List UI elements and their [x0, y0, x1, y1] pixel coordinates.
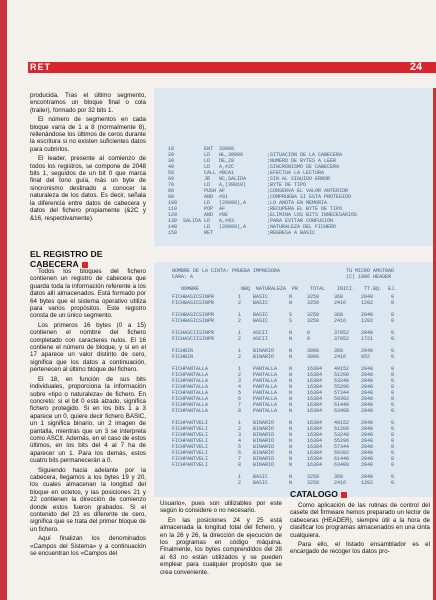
- catalog-header-line: NOMBRE NBQ NATURALEZA PR TOTAL INICI. TT.BQ. EJ.: [172, 286, 398, 292]
- catalogo-heading: [290, 489, 430, 499]
- catalog-row: FICHPANTALLA 7 PANTALLA N 16384 61440 2048 0: [172, 402, 395, 408]
- catalog-row: FICHBASICSINPR 2 BASIC N 3250 2416 1202 0: [172, 300, 395, 306]
- section-heading: [30, 249, 150, 269]
- catalog-header-line: NOMBRE DE LA CINTA: PRUEBA IMPRESORA TU MICRO AMSTRAD: [172, 268, 395, 274]
- catalog-row: FICHPANTALLA 3 PANTALLA N 16384 53248 2048 0: [172, 378, 395, 384]
- assembler-listing: [154, 88, 436, 246]
- catalog-row: FICHBASICSINPR 1 BASIC N 3250 368 2048 0: [172, 294, 395, 300]
- catalog-row: FICHPANTALLA 8 PANTALLA N 16384 63488 2048 0: [172, 408, 395, 414]
- catalog-row: FICHPANTVELI 5 BINARIO N 16384 57344 2048 0: [172, 444, 395, 450]
- right-bottom-column: [290, 502, 430, 556]
- listing-line: 30 LD DE,28 ;NUMERO DE BYTES A LEER: [168, 158, 337, 164]
- catalogo-heading-text: CATALOGO: [290, 489, 338, 499]
- listing-line: 90 AND #01 ;COMPRUEBA SI ESTA PROTEGIDO: [168, 194, 352, 200]
- page-number: 24: [396, 62, 436, 73]
- catalog-row: FICHPANTALLA 5 PANTALLA N 16384 57344 2048 0: [172, 390, 395, 396]
- listing-line: 130 SALIDA LD A,#03 ;PARA EVITAR CONFUSION: [168, 218, 334, 224]
- catalog-row: FICHBASICSINPR 1 BASIC S 3250 368 2048 0: [172, 312, 395, 318]
- listing-line: 140 LD (29999),A ;NATURALEZA DEL FICHERO: [168, 224, 337, 230]
- catalog-row: FICHPANTALLA 1 PANTALLA N 16384 49152 2048 0: [172, 366, 395, 372]
- listing-line: 150 RET ;REGRESA A BASIC: [168, 230, 316, 236]
- paragraph: Aquí finalizan los denominados «Campos del Sistema» y a continuación se encuentran los «Campos del: [30, 535, 146, 558]
- catalog-row: FICHBASICSINPR 2 BASIC S 3250 2416 1202 0: [172, 318, 395, 324]
- magazine-logo: RET: [30, 62, 51, 72]
- listing-line: 40 LD A,#2C ;SINCRONISMO DE CABECERA: [168, 164, 340, 170]
- paragraph: Como aplicación de las rutinas de control del casete del firmware hemos preparado un lector de cabeceras (HEADER), siempre útil a la hora de clasificar los programas almacenados en una cinta cualquiera.: [290, 502, 430, 539]
- red-square-icon: [341, 492, 347, 498]
- listing-lines: [168, 146, 357, 236]
- catalog-row: 2 BASIC N 3250 2416 1202 0: [172, 480, 395, 486]
- paragraph: El leader, presente al comienzo de todos los registros, se compone de 2048 bits 1, seguidos de un bit 0 que marca final del tono guía, más un byte de sincronismo destinado a conocer la naturaleza de los datos. Es decir, señala la diferencia entre datos de cabecera y datos del fichero propiamente (&2C y &16, respectivamente).: [30, 155, 146, 222]
- paragraph: Los primeros 16 bytes (0 a 15) contienen el nombre del fichero completado con caracteres nulos. El 16 contiene el número de bloque, y si en el 17 aparece un valor distinto de cero, significa que los datos a continuación, pertenecen al último bloque del fichero.: [30, 321, 146, 374]
- listing-line: 50 CALL #BCA1 ;EFECTUA LA LECTURA: [168, 170, 325, 176]
- catalog-row: FICHPANTVELI 2 BINARIO N 16384 51200 2048 0: [172, 426, 395, 432]
- paragraph: Usuario», pues son utilizables por este según lo considere o no necesario.: [160, 500, 282, 515]
- paragraph: Siguiendo hacia adelante por la cabecera, llegamos a los bytes 19 y 20, los cuales almacenan la longitud del bloque en octetos, y las posiciones 21 y 22 contienen la dirección de comienzo donde estos fueron grabados. Si el contenido del 23 es diferente de cero, significa que se trata del primer bloque de un fichero.: [30, 466, 146, 533]
- paragraph: El 18, en función de sus bits individuales, proporciona la información sobre «tipo o naturaleza» de fichero. En concreto: si el bit 0 está alzado, significa fichero protegido. Si en los bits 1 a 3 aparece un 0, quiere decir fichero BASIC, un 1 significa binario, un 2 imagen de pantalla, mientras que un 3 se interpreta como ASCII. Además, en el caso de estos últimos, en los bits del 4 al 7 ha de aparecer un 1. Para los demás, estos cuatro bits permanecerán a 0.: [30, 375, 146, 465]
- catalog-header-line: CARA: A (C) 1986 HEADER: [172, 274, 392, 280]
- listing-line: 100 LD (29998),A ;LO ANOTA EN MEMORIA: [168, 200, 328, 206]
- catalog-row: FICHPANTVELI 1 BINARIO N 16384 49152 2048 0: [172, 420, 395, 426]
- catalog-row: FICHPANTALLA 6 PANTALLA N 16384 59392 2048 0: [172, 396, 395, 402]
- left-column-top: [30, 92, 146, 224]
- catalog-row: FICHPANTVELI 8 BINARIO N 16384 63488 2048 0: [172, 462, 395, 468]
- paragraph: El número de segmentos en cada bloque varía de 1 a 8 (normalmente 8), rellenándose los últimos de ceros durante la escritura si no existen suficientes datos para cubrirlos.: [30, 116, 146, 153]
- listing-line: 70 LD A,(30018) ;BYTE DE TIPO: [168, 182, 307, 188]
- section-heading-text: EL REGISTRO DE CABECERA: [30, 249, 103, 269]
- catalog-row: FICHPANTALLA 4 PANTALLA N 16384 55296 2048 0: [172, 384, 395, 390]
- listing-line: 60 JR NC,SALIDA ;SIN AL SIGUIDO ERROR: [168, 176, 331, 182]
- catalog-row: FICHPANTVELI 6 BINARIO N 16384 59392 2048 0: [172, 450, 395, 456]
- paragraph: En las posiciones 24 y 25 está almacenada la longitud total del fichero, y en la 26 y 26, la dirección de ejecución de los programas en código máquina. Finalmente, los bytes comprendidos del 28 al 63 no están utilizados y se pueden emplear para cualquier propósito que se crea conveniente.: [160, 516, 282, 576]
- middle-bottom-column: [160, 500, 282, 576]
- listing-line: 80 PUSH AF ;CONSERVA EL VALOR ANTERIOR: [168, 188, 349, 194]
- catalog-row: FICHASCIISINPR 2 ASCII N 0 37952 1721 0: [172, 336, 395, 342]
- catalog-row: FICHBIN 2 BINARIO N 3000 2416 952 0: [172, 354, 395, 360]
- header-bar: [28, 62, 436, 73]
- catalog-row: 1 BASIC N 3250 368 2048 0: [172, 474, 395, 480]
- listing-line: 120 AND #0E ;ELIMINA LOS BITS INNECESARIOS: [168, 212, 358, 218]
- catalog-row: FICHPANTVELI 4 BINARIO N 16384 55296 2048 0: [172, 438, 395, 444]
- left-column-bottom: [30, 268, 146, 559]
- catalog-header: [172, 268, 397, 292]
- catalog-rows: [172, 294, 394, 486]
- catalog-row: FICHASCIISINPR 1 ASCII N 0 37952 2048 0: [172, 330, 395, 336]
- paragraph: producida. Tras el último segmento, encontramos un bloque final o cola (trailer), formado por 32 bits 1.: [30, 92, 146, 114]
- paragraph: Todos los bloques del fichero contienen un registro de cabecera que guarda toda la información referente a los datos allí almacenados. Está formado por 64 bytes que el sistema operativo utiliza para varios propósitos. Este registro consta de un único segmento.: [30, 268, 146, 320]
- catalog-row: FICHPANTALLA 2 PANTALLA N 16384 51200 2048 0: [172, 372, 395, 378]
- listing-line: 20 LD HL,30000 ;SITUACION DE LA CABECERA: [168, 152, 343, 158]
- listing-line: 10 ENT 20000: [168, 146, 235, 152]
- red-square-icon: [82, 262, 88, 268]
- listing-line: 110 POP AF ;RECUPERA EL BYTE DE TIPO: [168, 206, 343, 212]
- catalog-row: FICHBIN 1 BINARIO N 3000 368 2048 0: [172, 348, 395, 354]
- page-binding-edge: [0, 0, 7, 600]
- catalog-row: FICHPANTVELI 3 BINARIO N 16384 53248 2048 0: [172, 432, 395, 438]
- catalog-row: FICHPANTVELI 7 BINARIO N 16384 61440 2048 0: [172, 456, 395, 462]
- paragraph: Para ello, el listado ensamblador es el encargado de recoger los datos pro-: [290, 541, 430, 556]
- header-catalog-listing: [154, 262, 436, 497]
